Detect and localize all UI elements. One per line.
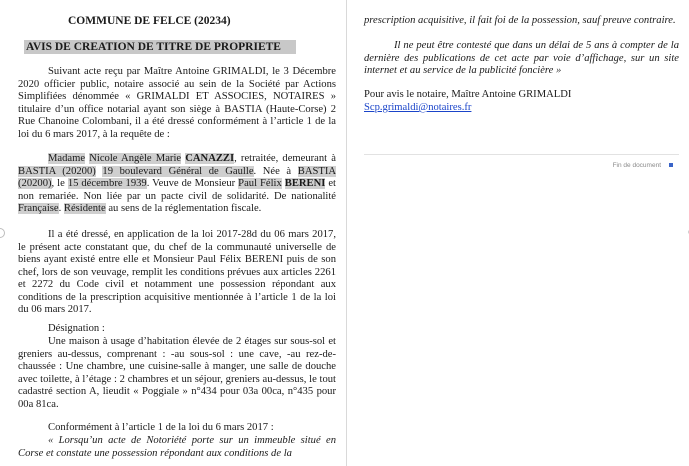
party-text-8: au sens de la réglementation fiscale. xyxy=(108,203,262,214)
party-text-1: Madame xyxy=(48,153,86,164)
designation-label: Désignation : xyxy=(48,323,105,334)
end-of-document-label: Fin de document xyxy=(612,162,661,169)
party-birth-date: 15 décembre 1939 xyxy=(67,178,147,189)
quote-left: « Lorsqu’un acte de Notoriété porte sur un immeuble situé en Corse et constate une possession répondant aux conditions de la xyxy=(18,435,336,459)
quote-right-2: Il ne peut être contesté que dans un délai de 5 ans à compter de la dernière des publications de cet acte par voie d’affichage, sur un site internet et au service de la publicité foncière » xyxy=(364,40,679,76)
party-spouse-last: BERENI xyxy=(284,178,326,189)
commune-title: COMMUNE DE FELCE (20234) xyxy=(68,15,231,27)
party-nationality: Française xyxy=(18,203,59,214)
column-divider xyxy=(346,0,347,466)
party-text-2: , retraitée, demeurant à xyxy=(234,153,336,164)
party-spouse-first: Paul Félix xyxy=(238,178,282,189)
party-residence: Résidente xyxy=(63,203,106,214)
party-city-2: BASTIA (20200) xyxy=(18,165,337,189)
party-first-names: Nicole Angèle Marie xyxy=(89,153,182,164)
end-of-document xyxy=(613,162,673,169)
separator-line xyxy=(364,154,679,155)
signoff: Pour avis le notaire, Maître Antoine GRIMALDI xyxy=(364,89,572,100)
party-text-3: . Née à xyxy=(253,165,292,177)
party-address: 19 boulevard Général de Gaulle xyxy=(102,165,254,177)
end-square-icon xyxy=(669,163,673,167)
email-line xyxy=(364,102,679,115)
quote-right-1: prescription acquisitive, il fait foi de la possession, sauf preuve contraire. xyxy=(364,15,676,26)
party-paragraph xyxy=(18,153,336,216)
conformity-label: Conformément à l’article 1 de la loi du 6 mars 2017 : xyxy=(48,422,274,433)
party-text-5: . Veuve de Monsieur xyxy=(146,178,236,189)
intro-paragraph: Suivant acte reçu par Maître Antoine GRIMALDI, le 3 Décembre 2020 officier public, notaire associé au sein de la Société par Actions Simplifiées dénommée « GRIMALDI ET ASSOCIES, NOTAIRES » titulaire d’un office notarial ayant son siège à BASTIA (Haute-Corse) 2 Rue Chanoine Colombani, il a été dressé conformément à l’article 1 de la loi du 6 mars 2017, à la requête de : xyxy=(18,66,336,140)
party-text-4: , le xyxy=(51,178,65,189)
act-paragraph: Il a été dressé, en application de la loi 2017-28d du 06 mars 2017, le présent acte constatant que, du chef de la communauté universelle de biens ayant existé entre elle et Monsieur Paul Félix BERENI puis de son chef, lors de son veuvage, remplit les conditions prévues aux articles 2261 et 2272 du Code civil et notamment une possession répondant aux conditions de la prescription acquisitive mentionnée à l’article 1 de la loi du 06 mars 2017. xyxy=(18,229,336,315)
party-text-6: et non remariée. Non liée par un pacte civil de solidarité. De nationalité xyxy=(18,178,337,202)
email-link[interactable]: Scp.grimaldi@notaires.fr xyxy=(364,102,472,113)
notice-heading: AVIS DE CREATION DE TITRE DE PROPRIETE xyxy=(24,40,296,54)
page-left-handle-icon[interactable] xyxy=(0,228,5,238)
party-text-7: . xyxy=(58,203,62,214)
party-city-1: BASTIA (20200) xyxy=(18,165,96,177)
party-surname: CANAZZI xyxy=(185,153,235,164)
designation-paragraph: Une maison à usage d’habitation élevée de 2 étages sur sous-sol et greniers au-dessus, comprenant : -au sous-sol : une cave, -au rez-de-chaussée : Une chambre, une cuisine-salle à manger, une salle de douche avec toilette, à l’étage : 2 chambres et un séjour, greniers au-dessus, le tout cadastré section A, lieudit « Poggiale » n°434 pour 03a 00ca, n°435 pour 00a 81ca. xyxy=(18,336,336,410)
